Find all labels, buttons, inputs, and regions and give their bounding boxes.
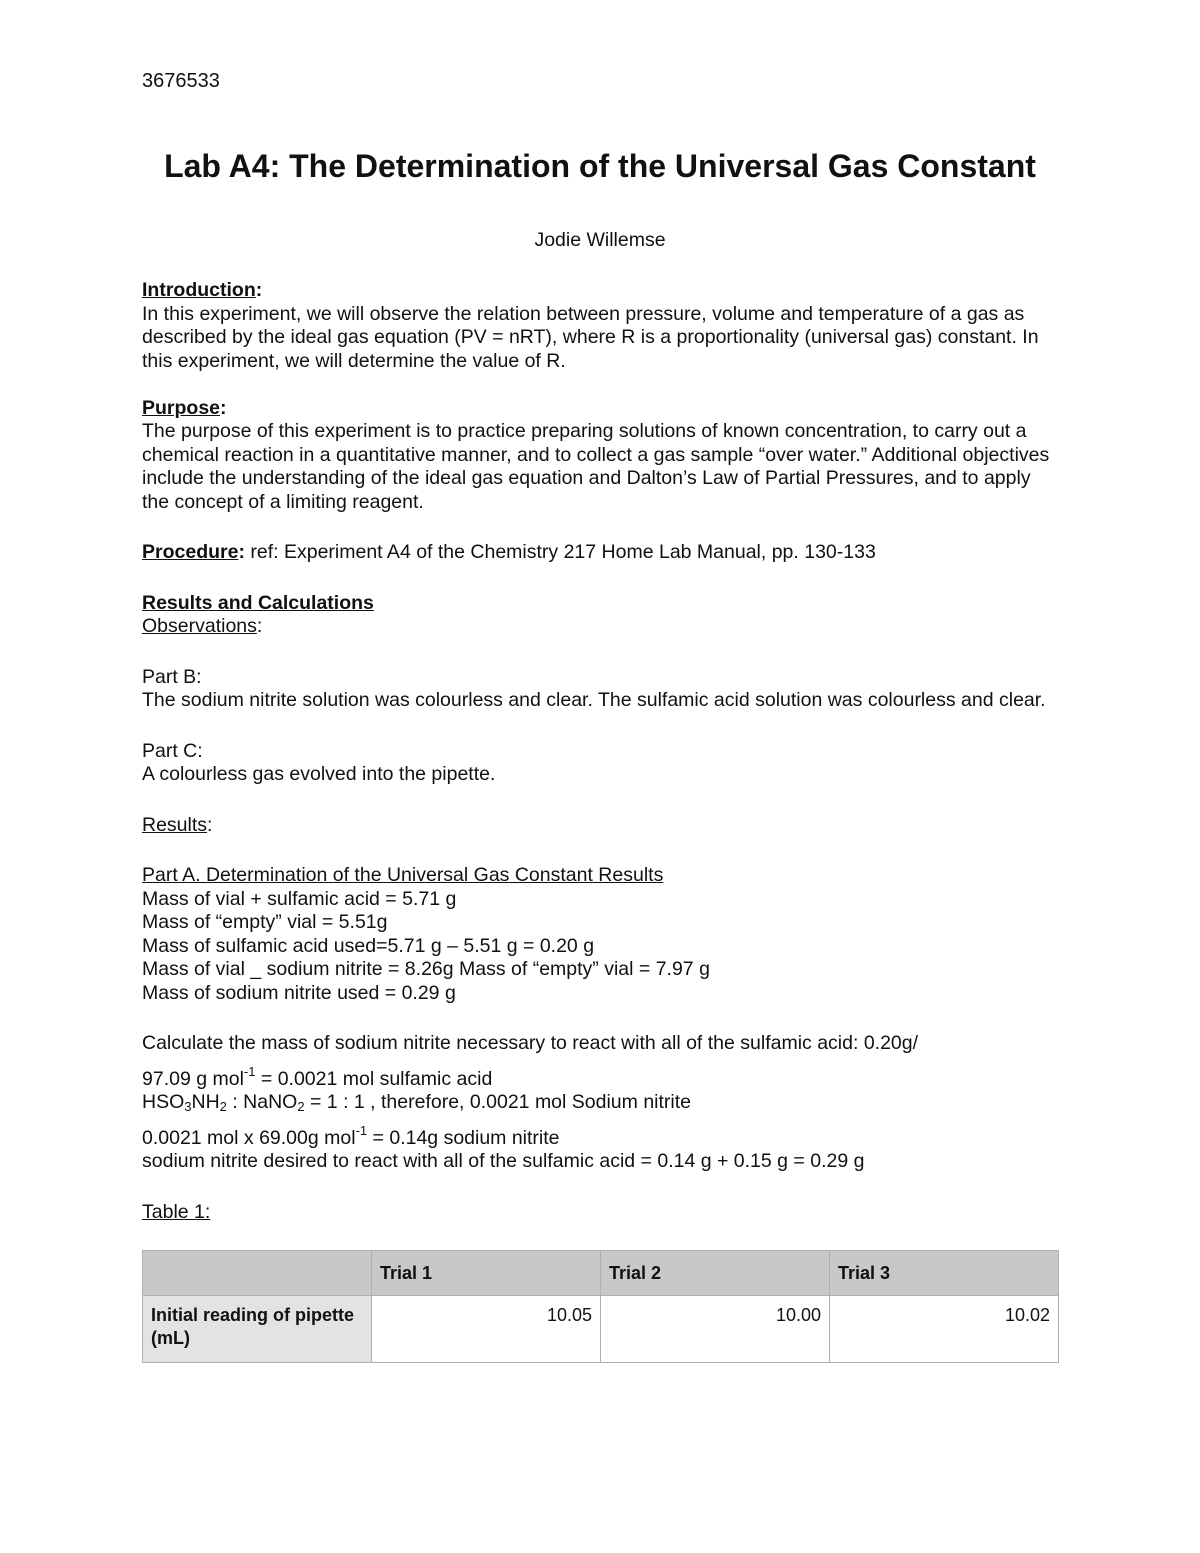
purpose-text: The purpose of this experiment is to practice preparing solutions of known concentration, to carry out a chemical reaction in a quantitative manner, and to collect a gas sample “over water.” Additional objectives include the understanding of the ideal gas equation and Dalton’s Law of Partial Pressures, and to apply the concept of a limiting reagent. <box>142 420 1050 513</box>
observations-label: Observations: <box>142 615 263 637</box>
calc-line-5: sodium nitrite desired to react with all of the sulfamic acid = 0.14 g + 0.15 g = 0.29 g <box>142 1150 865 1172</box>
table-cell: 10.05 <box>372 1296 601 1363</box>
page-title: Lab A4: The Determination of the Universal Gas Constant <box>164 148 1036 184</box>
procedure-text: ref: Experiment A4 of the Chemistry 217 Home Lab Manual, pp. 130-133 <box>250 541 876 563</box>
part-c-label: Part C: <box>142 739 203 762</box>
calc-line-1: Calculate the mass of sodium nitrite necessary to react with all of the sulfamic acid: 0.20g/ <box>142 1032 919 1054</box>
table-header-trial-1: Trial 1 <box>380 1262 433 1283</box>
table-cell: 10.02 <box>830 1296 1059 1363</box>
calc-line-2: 97.09 g mol$^{-1}$ = 0.0021 mol sulfamic acid <box>142 1063 493 1090</box>
document-id: 3676533 <box>142 70 220 92</box>
part-b-text: The sodium nitrite solution was colourless and clear. The sulfamic acid solution was colourless and clear. <box>142 689 1046 711</box>
table-header-trial-2: Trial 2 <box>609 1262 662 1283</box>
author-name: Jodie Willemse <box>534 229 666 251</box>
table-row <box>143 1296 1059 1363</box>
part-b-label: Part B: <box>142 665 202 688</box>
calc-line-3: $HSO_3NH_2$ : NaNO$_2$ = 1 : 1 , therefore, 0.0021 mol Sodium nitrite <box>142 1091 691 1114</box>
table-row-label: Initial reading of pipette (mL) <box>143 1296 372 1363</box>
part-a-line: Mass of sulfamic acid used=5.71 g – 5.51 g = 0.20 g <box>142 934 595 957</box>
procedure-heading: Procedure <box>142 541 239 563</box>
document-body <box>142 279 1060 1224</box>
purpose-heading: Purpose: <box>142 396 227 419</box>
results-table <box>142 1250 1059 1363</box>
part-a-heading: Part A. Determination of the Universal Gas Constant Results <box>142 864 664 886</box>
table-header-trial-3: Trial 3 <box>838 1262 891 1283</box>
part-a-line: Mass of vial + sulfamic acid = 5.71 g <box>142 887 457 910</box>
table-header-empty <box>143 1251 372 1296</box>
results-heading: Results and Calculations <box>142 591 374 614</box>
introduction-text: In this experiment, we will observe the relation between pressure, volume and temperature of a gas as described by the ideal gas equation (PV = nRT), where R is a proportionality (universal gas) constant. In this experiment, we will determine the value of R. <box>142 302 1039 372</box>
results-label: Results: <box>142 813 213 836</box>
part-a-line: Mass of sodium nitrite used = 0.29 g <box>142 981 456 1004</box>
table-label: Table 1: <box>142 1200 211 1223</box>
introduction-heading: Introduction: <box>142 279 263 301</box>
table-header-row <box>143 1251 1059 1296</box>
part-a-line: Mass of vial _ sodium nitrite = 8.26g Mass of “empty” vial = 7.97 g <box>142 958 710 980</box>
part-a-line: Mass of “empty” vial = 5.51g <box>142 911 388 933</box>
part-c-text: A colourless gas evolved into the pipette. <box>142 763 496 785</box>
calc-line-4: 0.0021 mol x 69.00g mol$^{-1}$ = 0.14g sodium nitrite <box>142 1122 560 1149</box>
table-cell: 10.00 <box>601 1296 830 1363</box>
procedure-line: Procedure: ref: Experiment A4 of the Chemistry 217 Home Lab Manual, pp. 130-133 <box>142 541 876 563</box>
